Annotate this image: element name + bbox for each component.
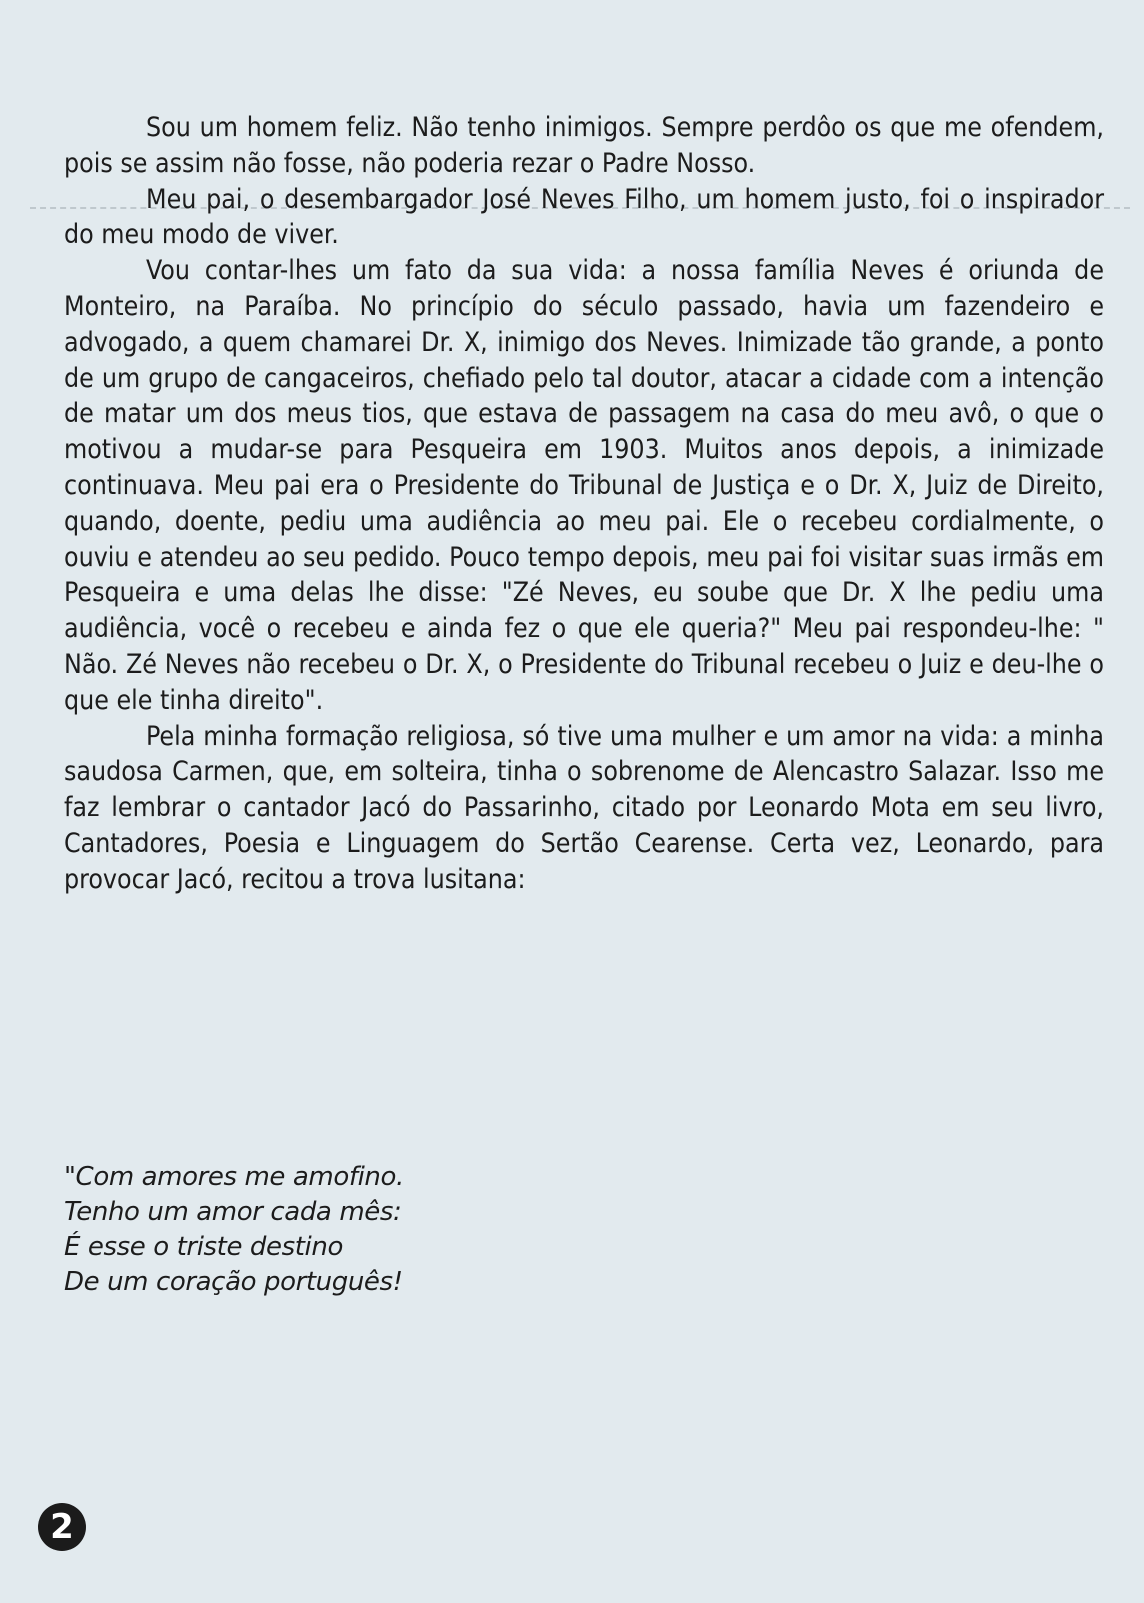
paragraph-2: Meu pai, o desembargador José Neves Filho, um homem justo, foi o inspirador do meu modo de viver. [64, 183, 1104, 251]
body-text [64, 110, 1104, 898]
poem-line-2: Tenho um amor cada mês: [64, 1197, 402, 1227]
paragraph-4: Pela minha formação religiosa, só tive uma mulher e um amor na vida: a minha saudosa Carmen, que, em solteira, tinha o sobrenome de Alencastro Salazar. Isso me faz lembrar o cantador Jacó do Passarinho, citado por Leonardo Mota em seu livro, Cantadores, Poesia e Linguagem do Sertão Cearense. Certa vez, Leonardo, para provocar Jacó, recitou a trova lusitana: [64, 720, 1104, 895]
poem-line-1: "Com amores me amofino. [64, 1162, 404, 1192]
poem-line-4: De um coração português! [64, 1267, 403, 1297]
poem-line-3: É esse o triste destino [64, 1232, 343, 1262]
page-number-badge: 2 [38, 1503, 86, 1551]
poem-quatrain [64, 1160, 404, 1300]
paragraph-1: Sou um homem feliz. Não tenho inimigos. Sempre perdôo os que me ofendem, pois se assim não fosse, não poderia rezar o Padre Nosso. [64, 112, 1104, 179]
paragraph-3: Vou contar-lhes um fato da sua vida: a nossa família Neves é oriunda de Monteiro, na Paraíba. No princípio do século passado, havia um fazendeiro e advogado, a quem chamarei Dr. X, inimigo dos Neves. Inimizade tão grande, a ponto de um grupo de cangaceiros, chefiado pelo tal doutor, atacar a cidade com a intenção de matar um dos meus tios, que estava de passagem na casa do meu avô, o que o motivou a mudar-se para Pesqueira em 1903. Muitos anos depois, a inimizade continuava. Meu pai era o Presidente do Tribunal de Justiça e o Dr. X, Juiz de Direito, quando, doente, pediu uma audiência ao meu pai. Ele o recebeu cordialmente, o ouviu e atendeu ao seu pedido. Pouco tempo depois, meu pai foi visitar suas irmãs em Pesqueira e uma delas lhe disse: "Zé Neves, eu soube que Dr. X lhe pediu uma audiência, você o recebeu e ainda fez o que ele queria?" Meu pai respondeu-lhe: " Não. Zé Neves não recebeu o Dr. X, o Presidente do Tribunal recebeu o Juiz e deu-lhe o que ele tinha direito". [64, 255, 1104, 716]
